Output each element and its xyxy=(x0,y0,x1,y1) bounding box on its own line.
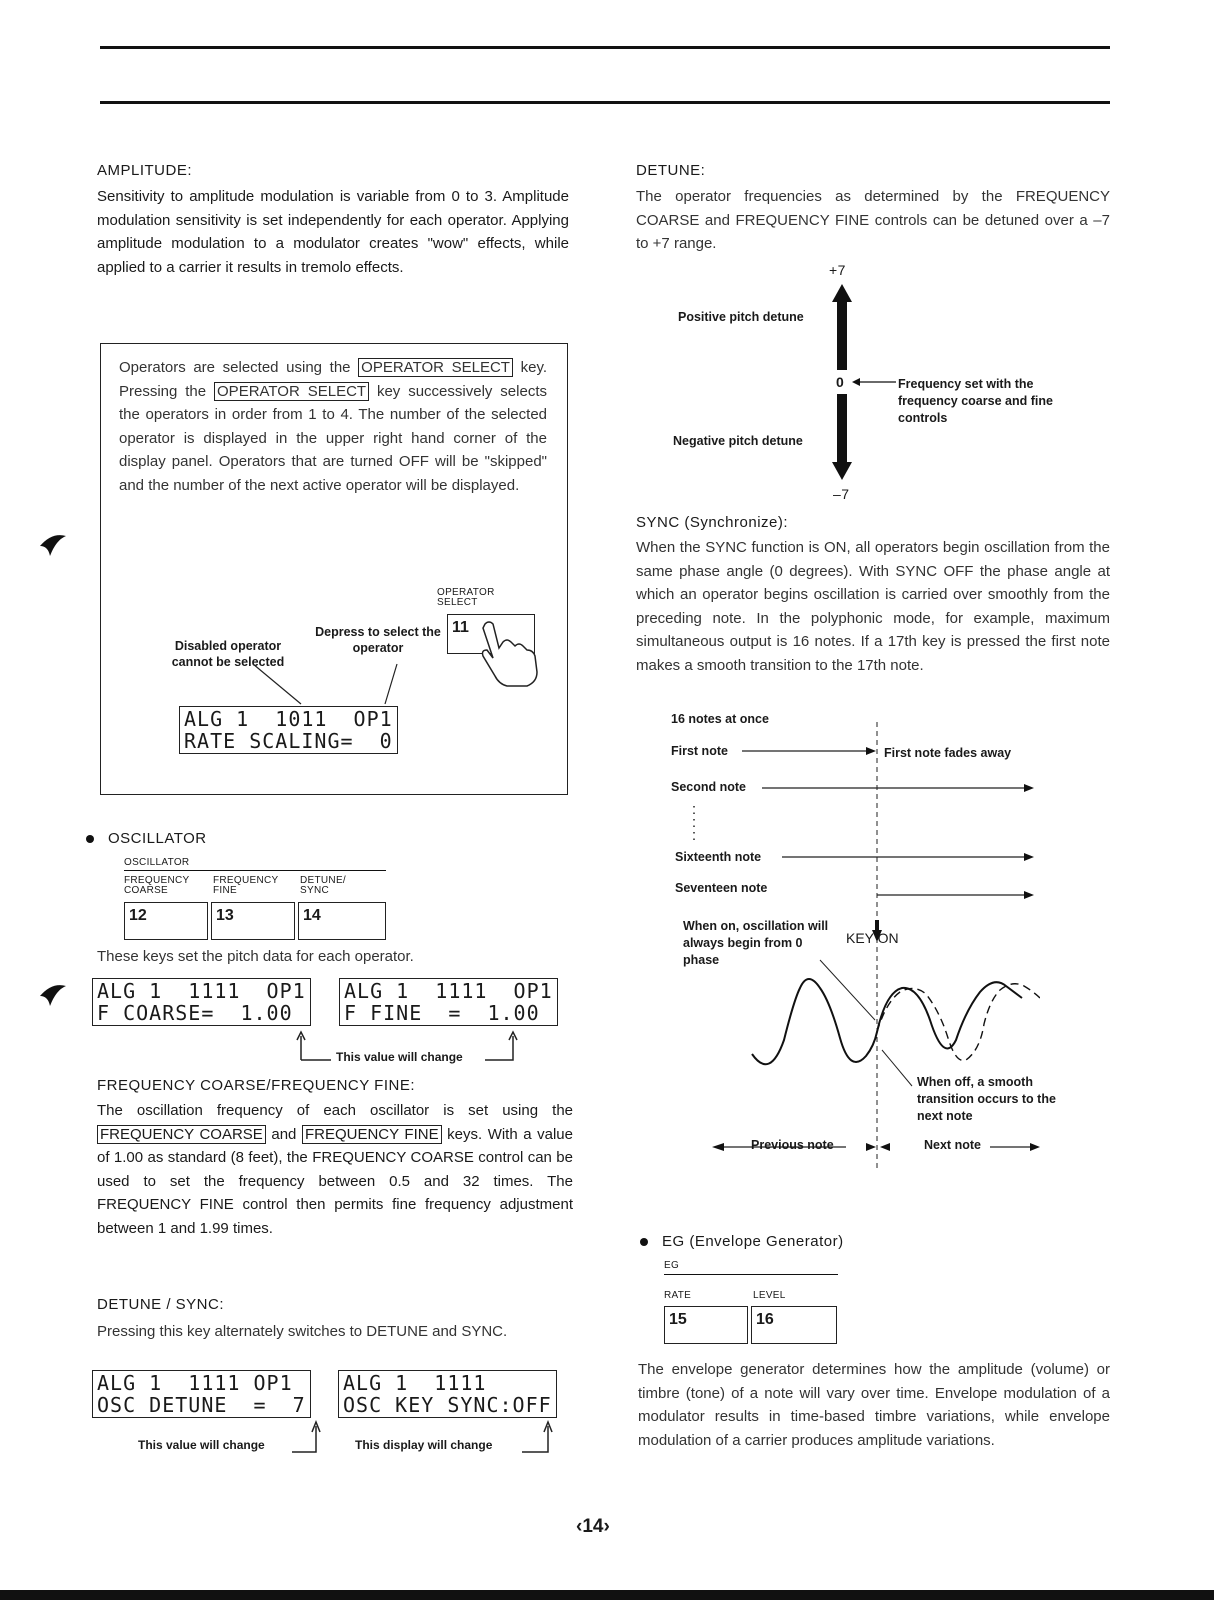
detune-text: The operator frequencies as determined by the FREQUENCY COARSE and FREQUENCY FINE controls can be detuned over a –7 to +7 range. xyxy=(636,188,1110,252)
sixteenth-note: Sixteenth note xyxy=(675,850,762,864)
bottom-rule xyxy=(0,1590,1214,1600)
hand-pointer-icon xyxy=(477,620,541,690)
first-note: First note xyxy=(671,744,728,758)
operator-select-key-ref: OPERATOR SELECT xyxy=(214,382,369,401)
binder-mark xyxy=(38,982,68,1008)
detune-sync-key[interactable]: 14 xyxy=(298,902,386,940)
next-note-label: Next note xyxy=(924,1138,981,1152)
amplitude-text: Sensitivity to amplitude modulation is variable from 0 to 3. Amplitude modulation sensitivity is set independently for each operator. Applying amplitude modulation to a modulator creates "wow" effects, while applied to a carrier it results in tremolo effects. xyxy=(97,188,569,276)
eg-rate-key[interactable]: 15 xyxy=(664,1306,748,1344)
previous-note-label: Previous note xyxy=(751,1138,834,1152)
positive-detune: Positive pitch detune xyxy=(678,310,804,324)
operator-select-text: Operators are selected using the OPERATOR SELECT key. Pressing the OPERATOR SELECT key successively selects the operators in order from 1 to 4. The number of the selected operator is displayed in the upper right hand corner of the display panel. Operators that are turned OFF will be "skipped" and the number of the next active operator will be displayed. xyxy=(119,359,548,494)
operator-select-label: OPERATOR SELECT xyxy=(437,587,495,608)
depress-label: Depress to select the operator xyxy=(315,625,441,655)
detune-sync-text: Pressing this key alternately switches to DETUNE and SYNC. xyxy=(97,1323,508,1340)
freq-fine-key[interactable]: 13 xyxy=(211,902,295,940)
operator-select-box xyxy=(100,343,568,795)
top-rule xyxy=(100,46,1110,49)
amplitude-title: AMPLITUDE: xyxy=(97,162,193,179)
freq-title: FREQUENCY COARSE/FREQUENCY FINE: xyxy=(97,1077,415,1094)
when-off-label: When off, a smooth transition occurs to the next note xyxy=(917,1075,1056,1123)
operator-lcd: ALG 1 1011 OP1 RATE SCALING= 0 xyxy=(179,706,398,754)
operator-select-key-ref: OPERATOR SELECT xyxy=(358,358,513,377)
freq-text: The oscillation frequency of each oscillator is set using the FREQUENCY COARSE and FREQUENCY FINE keys. With a value of 1.00 as standard (8 feet), the FREQUENCY COARSE control can be used to set the frequency between 0.5 and 32 times. The FREQUENCY FINE control then permits fine frequency adjustment between 1 and 1.99 times. xyxy=(97,1102,573,1237)
binder-mark xyxy=(38,532,68,558)
second-note: Second note xyxy=(671,780,747,794)
oscillator-title: OSCILLATOR xyxy=(86,830,207,847)
fine-lcd: ALG 1 1111 OP1 F FINE = 1.00 xyxy=(339,978,558,1026)
negative-detune: Negative pitch detune xyxy=(673,434,803,448)
freq-set-arrow xyxy=(850,376,898,388)
disabled-label: Disabled operator cannot be selected xyxy=(171,639,285,669)
second-rule xyxy=(100,101,1110,104)
eg-rate-label: RATE xyxy=(664,1290,692,1301)
eg-level-key[interactable]: 16 xyxy=(751,1306,837,1344)
freq-coarse-label: FREQUENCY COARSE xyxy=(124,875,190,896)
detune-sync-label: DETUNE/ SYNC xyxy=(300,875,346,896)
notes-at-once: 16 notes at once xyxy=(671,712,769,726)
first-note-fades: First note fades away xyxy=(884,746,1012,760)
sync-lcd: ALG 1 1111 OSC KEY SYNC:OFF xyxy=(338,1370,557,1418)
detune-title: DETUNE: xyxy=(636,162,706,179)
sync-title: SYNC (Synchronize): xyxy=(636,514,789,531)
eg-group-label: EG xyxy=(664,1260,680,1271)
detune-plus: +7 xyxy=(829,262,846,278)
eg-level-label: LEVEL xyxy=(753,1290,786,1301)
eg-title: EG (Envelope Generator) xyxy=(640,1233,844,1250)
eg-text: The envelope generator determines how the amplitude (volume) or timbre (tone) of a note will vary over time. Envelope modulation of a modulator results in time-based timbre variations, while envelope modulation of a carrier produces amplitude variations. xyxy=(638,1361,1110,1449)
freq-set-label: Frequency set with the frequency coarse and fine controls xyxy=(898,377,1053,425)
eg-group-rule xyxy=(664,1274,838,1275)
oscillator-group-label: OSCILLATOR xyxy=(124,857,190,868)
coarse-lcd: ALG 1 1111 OP1 F COARSE= 1.00 xyxy=(92,978,311,1026)
key-on-label: KEY ON xyxy=(846,930,899,946)
value-change-label: This value will change xyxy=(336,1050,463,1064)
freq-coarse-key[interactable]: 12 xyxy=(124,902,208,940)
oscillator-caption: These keys set the pitch data for each operator. xyxy=(97,948,414,965)
freq-fine-label: FREQUENCY FINE xyxy=(213,875,279,896)
detune-lcd: ALG 1 1111 OP1 OSC DETUNE = 7 xyxy=(92,1370,311,1418)
detune-change-value: This value will change xyxy=(138,1438,265,1452)
sync-text: When the SYNC function is ON, all operators begin oscillation from the same phase angle (0 degrees). With SYNC OFF the phase angle at which an operator begins oscillation is carried over smoothly from the preceding note. In the polyphonic mode, for example, maximum simultaneous output is 16 notes. If a 17th key is pressed the first note makes a smooth transition to the 17th note. xyxy=(636,539,1110,674)
operator-select-key[interactable]: 11 xyxy=(447,614,535,654)
detune-change-display: This display will change xyxy=(355,1438,493,1452)
callout-arrows xyxy=(251,662,411,708)
page-number: ‹14› xyxy=(576,1516,610,1537)
when-on-label: When on, oscillation will always begin from 0 phase xyxy=(683,919,829,967)
detune-minus: –7 xyxy=(833,486,850,502)
oscillator-group-rule xyxy=(124,870,386,871)
detune-zero: 0 xyxy=(836,374,844,390)
detune-sync-title: DETUNE / SYNC: xyxy=(97,1296,225,1313)
seventeen-note: Seventeen note xyxy=(675,881,768,895)
